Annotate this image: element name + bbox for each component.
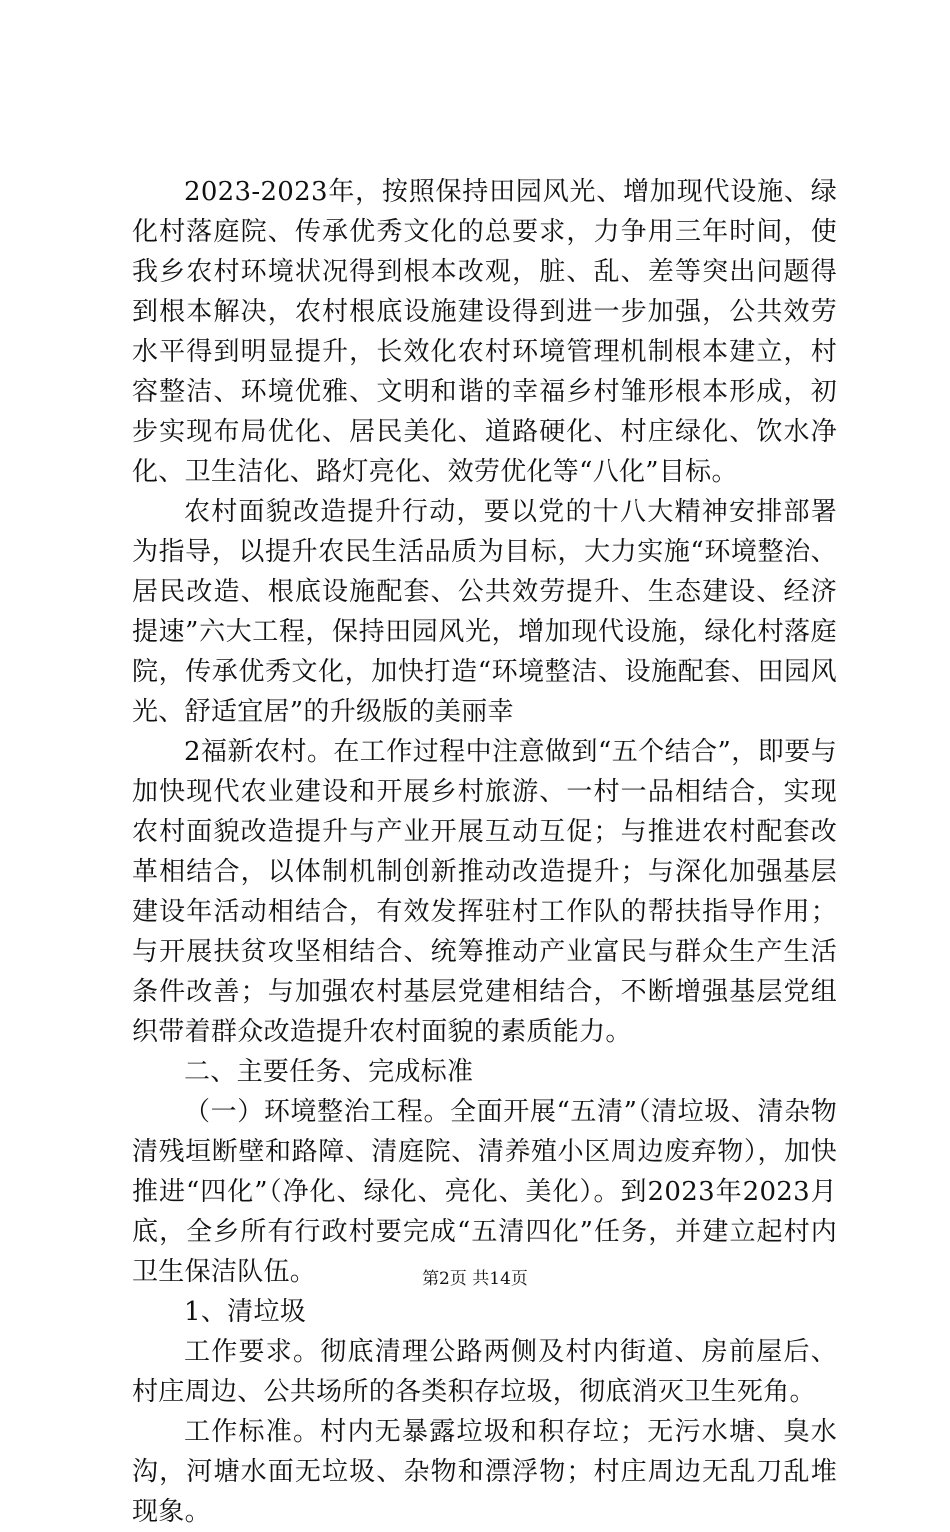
paragraph-work-standards: 工作标准。村内无暴露垃圾和积存垃；无污水塘、臭水沟，河塘水面无垃圾、杂物和漂浮物；村庄周边无乱刀乱堆现象。: [132, 1417, 837, 1527]
section-heading-main-tasks: 二、主要任务、完成标准: [184, 1057, 474, 1087]
subheading-clean-garbage: 1、清垃圾: [184, 1297, 307, 1327]
paragraph-goals: 2023-2023年，按照保持田园风光、增加现代设施、绿化村落庭院、传承优秀文化的总要求，力争用三年时间，使我乡农村环境状况得到根本改观，脏、乱、差等突出问题得到根本解决，农村根底设施建设得到进一步加强，公共效劳水平得到明显提升，长效化农村环境管理机制根本建立，村容整洁、环境优雅、文明和谐的幸福乡村雏形根本形成，初步实现布局优化、居民美化、道路硬化、村庄绿化、饮水净化、卫生洁化、路灯亮化、效劳优化等“八化”目标。: [132, 177, 837, 487]
document-body: [132, 172, 837, 1532]
paragraph-work-requirements: 工作要求。彻底清理公路两侧及村内街道、房前屋后、村庄周边、公共场所的各类积存垃圾，彻底消灭卫生死角。: [132, 1337, 837, 1407]
page-number-footer: 第2页 共14页: [422, 1269, 528, 1289]
paragraph-five-combinations: 2福新农村。在工作过程中注意做到“五个结合”，即要与加快现代农业建设和开展乡村旅游、一村一品相结合，实现农村面貌改造提升与产业开展互动互促；与推进农村配套改革相结合，以体制机制创新推动改造提升；与深化加强基层建设年活动相结合，有效发挥驻村工作队的帮扶指导作用；与开展扶贫攻坚相结合、统筹推动产业富民与群众生产生活条件改善；与加强农村基层党建相结合，不断增强基层党组织带着群众改造提升农村面貌的素质能力。: [132, 737, 837, 1047]
paragraph-action-plan: 农村面貌改造提升行动，要以党的十八大精神安排部署为指导，以提升农民生活品质为目标，大力实施“环境整治、居民改造、根底设施配套、公共效劳提升、生态建设、经济提速”六大工程，保持田园风光，增加现代设施，绿化村落庭院，传承优秀文化，加快打造“环境整洁、设施配套、田园风光、舒适宜居”的升级版的美丽幸: [132, 497, 837, 727]
paragraph-environment-project: （一）环境整治工程。全面开展“五清”（清垃圾、清杂物清残垣断壁和路障、清庭院、清养殖小区周边废弃物），加快推进“四化”（净化、绿化、亮化、美化）。到2023年2023月底，全乡所有行政村要完成“五清四化”任务，并建立起村内卫生保洁队伍。: [132, 1097, 837, 1287]
